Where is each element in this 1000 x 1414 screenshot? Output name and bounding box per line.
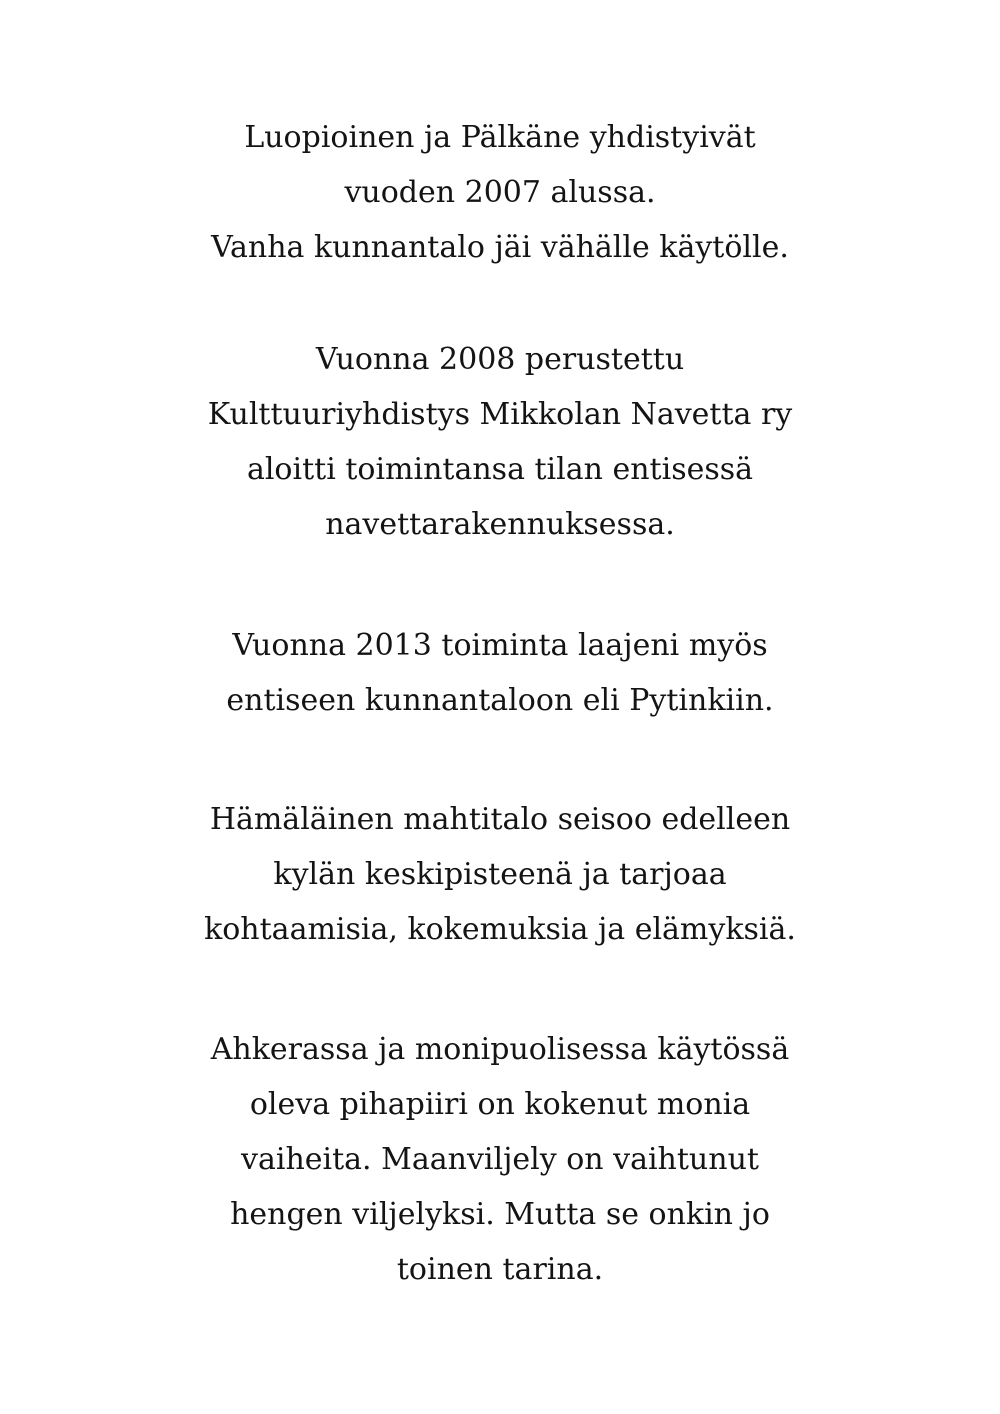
text-line: entiseen kunnantaloon eli Pytinkiin.: [226, 683, 774, 718]
paragraph-municipal-merger: [0, 110, 1000, 275]
paragraph-mansion-today: [0, 792, 1000, 957]
text-line: navettarakennuksessa.: [325, 507, 675, 542]
text-line: kohtaamisia, kokemuksia ja elämyksiä.: [204, 912, 796, 947]
text-line: aloitti toimintansa tilan entisessä: [246, 452, 754, 487]
text-line: kylän keskipisteenä ja tarjoaa: [273, 857, 727, 892]
text-line: oleva pihapiiri on kokenut monia: [249, 1087, 751, 1122]
paragraph-expansion-2013: [0, 618, 1000, 728]
text-line: vuoden 2007 alussa.: [344, 175, 656, 210]
text-line: Vuonna 2013 toiminta laajeni myös: [232, 628, 768, 663]
text-line: Ahkerassa ja monipuolisessa käytössä: [210, 1032, 790, 1067]
paragraph-courtyard-history: [0, 1022, 1000, 1297]
text-line: Vanha kunnantalo jäi vähälle käytölle.: [211, 230, 789, 265]
text-line: Kulttuuriyhdistys Mikkolan Navetta ry: [207, 397, 793, 432]
text-line: hengen viljelyksi. Mutta se onkin jo: [230, 1197, 770, 1232]
paragraph-association-founding: [0, 332, 1000, 552]
text-line: vaiheita. Maanviljely on vaihtunut: [241, 1142, 759, 1177]
text-line: Hämäläinen mahtitalo seisoo edelleen: [209, 802, 791, 837]
text-line: Luopioinen ja Pälkäne yhdistyivät: [244, 120, 756, 155]
text-line: Vuonna 2008 perustettu: [315, 342, 685, 377]
text-line: toinen tarina.: [396, 1252, 604, 1287]
